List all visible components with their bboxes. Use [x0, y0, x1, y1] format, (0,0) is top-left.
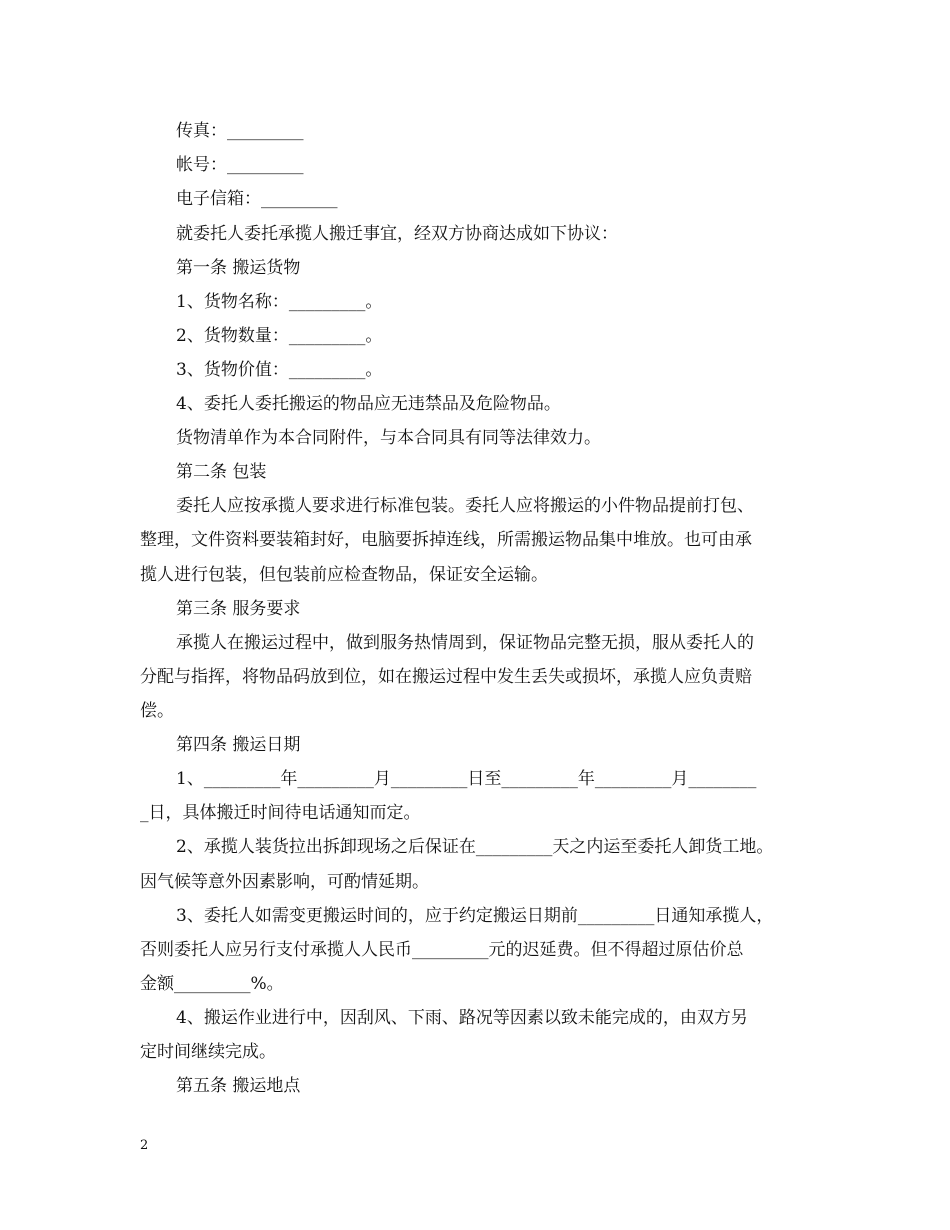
article-5-heading: 第五条 搬运地点: [176, 1076, 301, 1096]
article-2-text: 整理，文件资料要装箱封好，电脑要拆掉连线，所需搬运物品集中堆放。也可由承: [140, 530, 752, 550]
article-1-item-2: 2、货物数量：_________。: [176, 326, 383, 346]
article-4-item-4: 定时间继续完成。: [140, 1042, 276, 1062]
article-4-item-4: 4、搬运作业进行中，因刮风、下雨、路况等因素以致未能完成的，由双方另: [176, 1008, 748, 1028]
article-3-text: 承揽人在搬运过程中，做到服务热情周到，保证物品完整无损，服从委托人的: [176, 633, 754, 653]
page-number: 2: [140, 1138, 149, 1153]
article-1-heading: 第一条 搬运货物: [176, 258, 301, 278]
article-4-item-2: 2、承揽人装货拉出拆卸现场之后保证在_________天之内运至委托人卸货工地。: [176, 837, 774, 857]
article-2-text: 揽人进行包装，但包装前应检查物品，保证安全运输。: [140, 565, 548, 585]
article-1-item-4: 4、委托人委托搬运的物品应无违禁品及危险物品。: [176, 394, 561, 414]
agreement-intro: 就委托人委托承揽人搬迁事宜，经双方协商达成如下协议：: [176, 224, 618, 244]
article-2-text: 委托人应按承揽人要求进行标准包装。委托人应将搬运的小件物品提前打包、: [176, 496, 754, 516]
fax-line: 传真：_________: [176, 121, 304, 141]
article-2-heading: 第二条 包装: [176, 462, 267, 482]
article-4-item-2: 因气候等意外因素影响，可酌情延期。: [140, 872, 429, 892]
article-4-item-3: 否则委托人应另行支付承揽人人民币_________元的迟延费。但不得超过原估价总: [140, 940, 744, 960]
article-4-item-1: 1、_________年_________月_________日至_________年_________月________: [176, 769, 757, 789]
article-1-note: 货物清单作为本合同附件，与本合同具有同等法律效力。: [176, 428, 601, 448]
article-3-text: 分配与指挥，将物品码放到位，如在搬运过程中发生丢失或损坏，承揽人应负责赔: [140, 667, 752, 687]
account-line: 帐号：_________: [176, 155, 304, 175]
article-3-text: 偿。: [140, 701, 174, 721]
article-4-item-1: _日，具体搬迁时间待电话通知而定。: [140, 803, 421, 823]
article-4-heading: 第四条 搬运日期: [176, 735, 301, 755]
article-4-item-3: 金额_________%。: [140, 974, 284, 994]
article-1-item-3: 3、货物价值：_________。: [176, 360, 383, 380]
email-line: 电子信箱：_________: [176, 189, 338, 209]
article-1-item-1: 1、货物名称：_________。: [176, 292, 383, 312]
article-4-item-3: 3、委托人如需变更搬运时间的，应于约定搬运日期前_________日通知承揽人，: [176, 906, 774, 926]
article-3-heading: 第三条 服务要求: [176, 599, 301, 619]
